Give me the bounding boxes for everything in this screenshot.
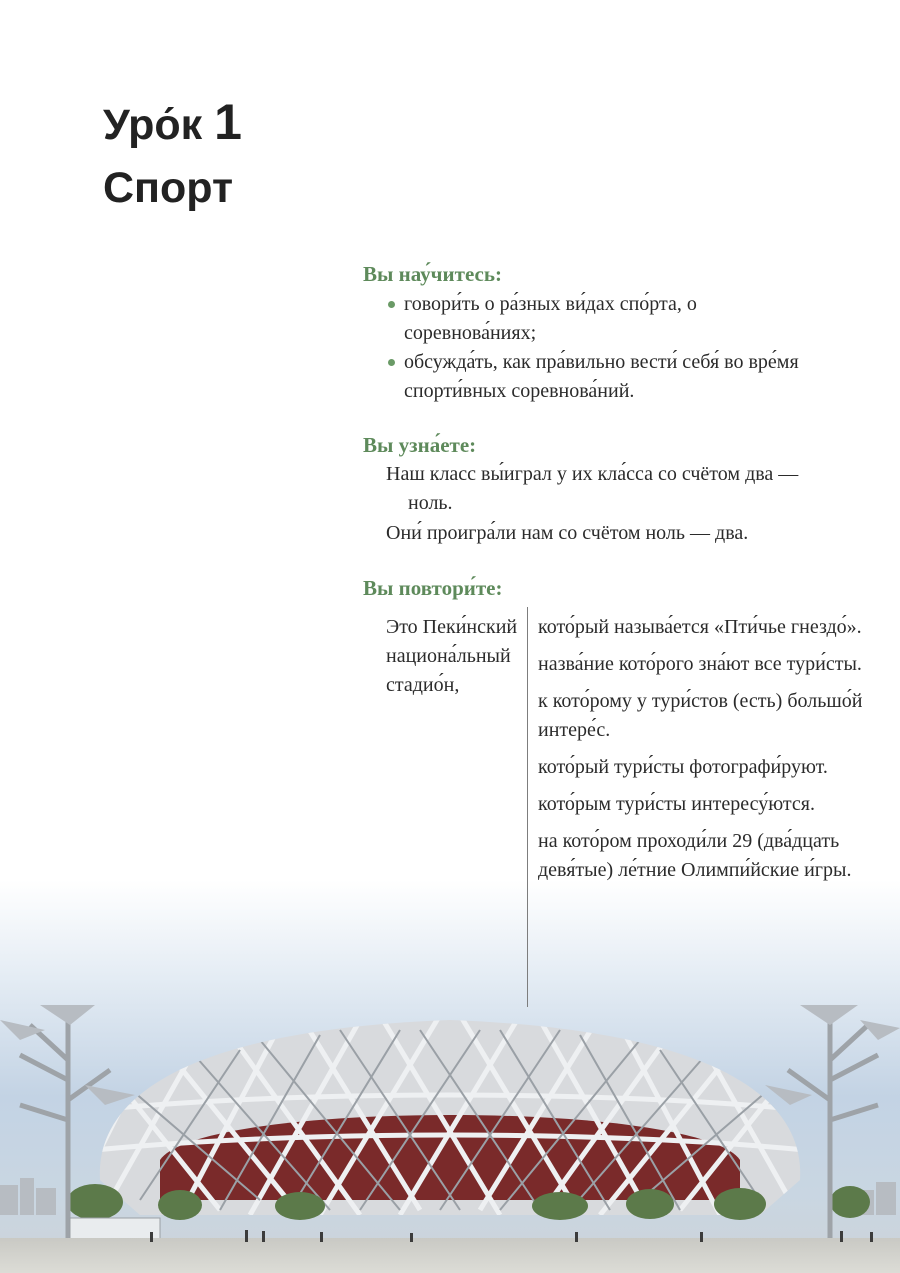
goals-list: [386, 290, 806, 406]
lesson-number: 1: [214, 94, 242, 150]
lesson-label: Уро́к: [103, 101, 203, 149]
review-clause: кото́рый тури́сты фотографи́руют.: [538, 756, 828, 778]
review-subject: Это Пеки́нский национа́льный стадио́н,: [386, 616, 518, 696]
learn-examples: [386, 460, 816, 549]
lesson-title: Спорт: [103, 164, 234, 212]
review-clause: кото́рым тури́сты интересу́ются.: [538, 793, 815, 815]
learn-heading: Вы узна́ете:: [363, 433, 477, 457]
learn-example: Наш класс вы́играл у их кла́сса со счётом два — ноль.: [386, 463, 799, 514]
review-clauses: [538, 613, 868, 893]
divider: [527, 607, 528, 1007]
goal-item: обсужда́ть, как пра́вильно вести́ себя́ во вре́мя спорти́вных соревнова́ний.: [386, 348, 806, 406]
plaza: [0, 1238, 900, 1273]
kiosk: [70, 1218, 160, 1240]
review-heading: Вы повтори́те:: [363, 576, 503, 600]
goal-item: говори́ть о ра́зных ви́дах спо́рта, о соревнова́ниях;: [386, 290, 806, 348]
review-clause: назва́ние кото́рого зна́ют все тури́сты.: [538, 653, 862, 675]
review-clause: на кото́ром проходи́ли 29 (два́дцать девя́тые) ле́тние Олимпи́йские и́гры.: [538, 830, 852, 881]
goals-heading: Вы нау́читесь:: [363, 262, 502, 286]
stadium-photo: [0, 880, 900, 1273]
review-clause: кото́рый называ́ется «Пти́чье гнездо́».: [538, 616, 862, 638]
lesson-number-line: [103, 92, 242, 155]
lesson-header: [103, 92, 242, 218]
learn-example: Они́ проигра́ли нам со счётом ноль — два.: [386, 522, 749, 544]
review-clause: к кото́рому у тури́стов (есть) большо́й интере́с.: [538, 690, 863, 741]
